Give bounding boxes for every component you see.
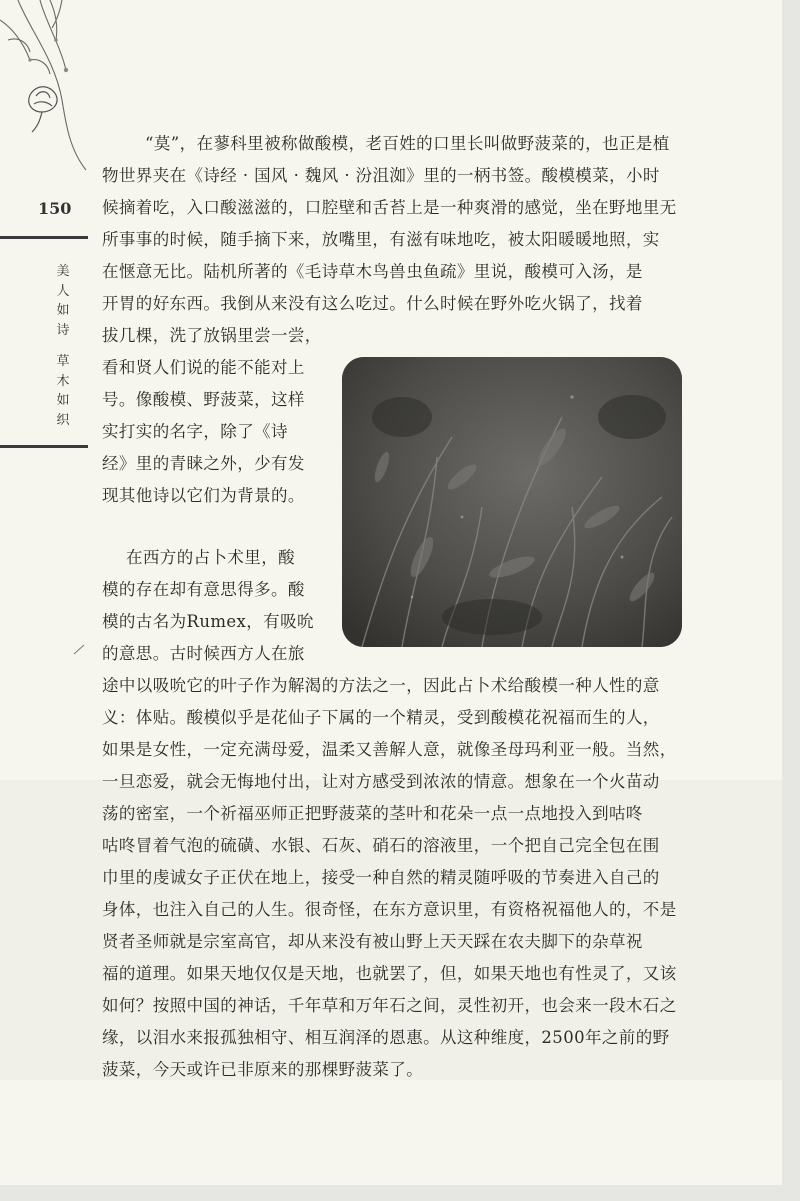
text-line: 身体，也注入自己的人生。很奇怪，在东方意识里，有资格祝福他人的，不是: [102, 900, 677, 919]
pencil-tick-mark: [72, 642, 86, 656]
text-line: 模的古名为Rumex，有吸吮: [102, 612, 314, 631]
text-line: 如果是女性，一定充满母爱，温柔又善解人意，就像圣母玛利亚一般。当然，: [102, 740, 677, 759]
text-line: 菠菜，今天或许已非原来的那棵野菠菜了。: [102, 1060, 424, 1079]
text-line: 看和贤人们说的能不能对上: [102, 358, 305, 377]
text-line: 开胃的好东西。我倒从来没有这么吃过。什么时候在野外吃火锅了，找着: [102, 294, 643, 313]
text-line: 物世界夹在《诗经 · 国风 · 魏风 · 汾沮洳》里的一柄书签。酸模模菜，小时: [102, 166, 660, 185]
text-line: 缘，以泪水来报孤独相守、相互润泽的恩惠。从这种维度，2500年之前的野: [102, 1028, 670, 1047]
flower-sketch-icon: [0, 0, 110, 185]
side-label-char: 诗: [56, 322, 70, 338]
text-line: 福的道理。如果天地仅仅是天地，也就罢了，但，如果天地也有性灵了，又该: [102, 964, 677, 983]
side-label-char: 如: [56, 303, 70, 318]
text-line: 巾里的虔诚女子正伏在地上，接受一种自然的精灵随呼吸的节奏进入自己的: [102, 868, 660, 887]
text-line: 贤者圣师就是宗室高官，却从来没有被山野上天天踩在农夫脚下的杂草祝: [102, 932, 643, 951]
text-line: 在西方的占卜术里，酸: [126, 548, 295, 567]
page-number: 150: [38, 199, 72, 218]
text-line: 实打实的名字，除了《诗: [102, 422, 288, 441]
side-label-char: 美: [56, 264, 70, 279]
text-line: 在惬意无比。陆机所著的《毛诗草木鸟兽虫鱼疏》里说，酸模可入汤，是: [102, 262, 643, 281]
text-line: 义：体贴。酸模似乎是花仙子下属的一个精灵，受到酸模花祝福而生的人，: [102, 708, 660, 727]
text-line: 现其他诗以它们为背景的。: [102, 486, 305, 505]
margin-rule-top: [0, 236, 88, 239]
side-label-char: 织: [56, 412, 70, 428]
text-line: 咕咚冒着气泡的硫磺、水银、石灰、硝石的溶液里，一个把自己完全包在围: [102, 836, 660, 855]
text-line: 荡的密室，一个祈福巫师正把野菠菜的茎叶和花朵一点一点地投入到咕咚: [102, 804, 643, 823]
margin-rule-bottom: [0, 445, 88, 448]
text-line: 模的存在却有意思得多。酸: [102, 580, 305, 599]
text-line: 所事事的时候，随手摘下来，放嘴里，有滋有味地吃，被太阳暖暖地照，实: [102, 230, 660, 249]
text-line: “莫”，在蓼科里被称做酸模，老百姓的口里长叫做野菠菜的，也正是植: [145, 134, 670, 153]
text-line: 如何？按照中国的神话，千年草和万年石之间，灵性初开，也会来一段木石之: [102, 996, 677, 1015]
side-label-char: 木: [56, 373, 70, 389]
side-label-char: 如: [56, 393, 70, 408]
sorrel-plant-photo: [342, 357, 682, 647]
text-line: 候摘着吃，入口酸滋滋的，口腔壁和舌苔上是一种爽滑的感觉，坐在野地里无: [102, 198, 677, 217]
side-label-char: 草: [56, 354, 70, 369]
side-label-char: 人: [56, 283, 70, 299]
text-line: 途中以吸吮它的叶子作为解渴的方法之一，因此占卜术给酸模一种人性的意: [102, 676, 660, 695]
text-line: 一旦恋爱，就会无悔地付出，让对方感受到浓浓的情意。想象在一个火苗动: [102, 772, 660, 791]
text-line: 的意思。古时候西方人在旅: [102, 644, 305, 663]
text-line: 号。像酸模、野菠菜，这样: [102, 390, 305, 409]
text-line: 经》里的青睐之外，少有发: [102, 454, 305, 473]
section-side-label: [52, 262, 74, 430]
text-line: 拔几棵，洗了放锅里尝一尝，: [102, 326, 322, 345]
scan-edge-right: [782, 0, 800, 1201]
scan-edge-bottom: [0, 1185, 800, 1201]
